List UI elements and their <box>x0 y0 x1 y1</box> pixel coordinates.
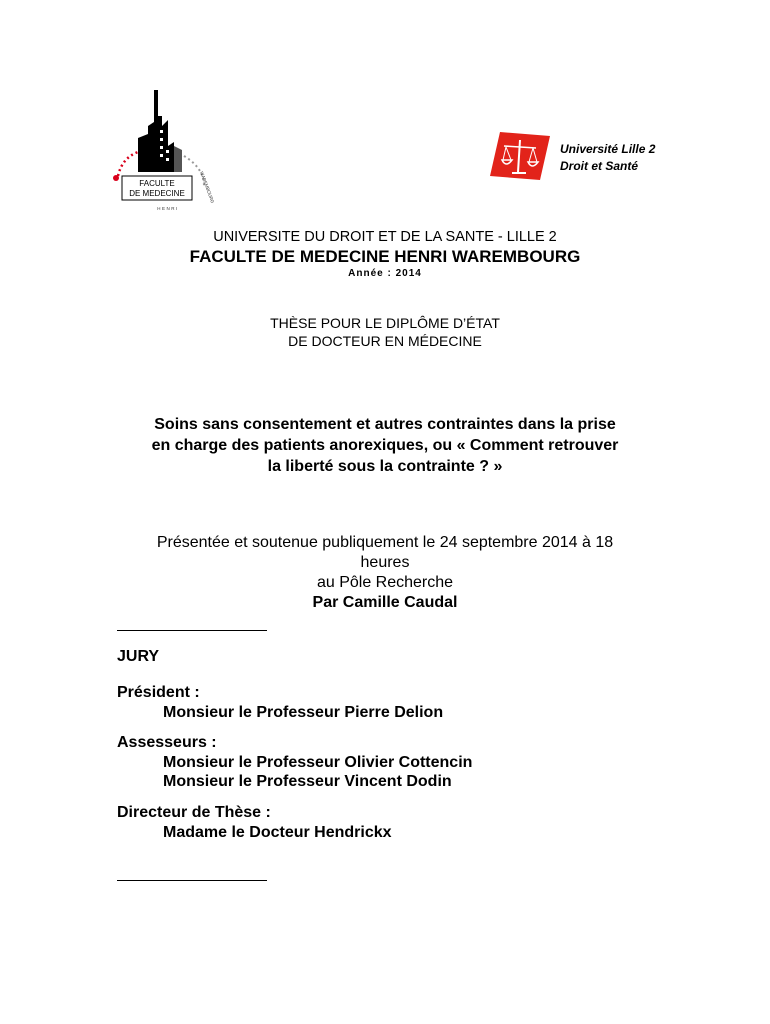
author-name: Par Camille Caudal <box>312 594 458 611</box>
faculte-logo-arc-bottom: HENRI <box>157 206 179 211</box>
faculte-logo-line2: DE MEDECINE <box>129 189 185 198</box>
assessors-label: Assesseurs : <box>117 734 217 751</box>
thesis-type-line2: DE DOCTEUR EN MÉDECINE <box>288 333 482 349</box>
jury-heading: JURY <box>117 648 160 665</box>
presentation-line1: Présentée et soutenue publiquement le 24 septembre 2014 à 18 <box>156 534 614 551</box>
president-name: Monsieur le Professeur Pierre Delion <box>163 704 444 721</box>
presentation-line3: au Pôle Recherche <box>316 574 454 591</box>
faculte-logo <box>108 86 220 216</box>
lille2-logo-line1: Université Lille 2 <box>560 142 656 156</box>
thesis-title-line1: Soins sans consentement et autres contraintes dans la prise <box>154 416 616 433</box>
lille2-logo <box>488 130 668 182</box>
academic-year: Année : 2014 <box>348 268 422 279</box>
director-name: Madame le Docteur Hendrickx <box>163 824 392 841</box>
lille2-logo-line2: Droit et Santé <box>560 159 639 173</box>
university-name: UNIVERSITE DU DROIT ET DE LA SANTE - LILLE 2 <box>213 229 557 245</box>
director-label: Directeur de Thèse : <box>117 804 271 821</box>
assessor-name: Monsieur le Professeur Olivier Cottencin <box>163 754 473 771</box>
thesis-title-line2: en charge des patients anorexiques, ou « Comment retrouver <box>151 437 619 454</box>
faculte-logo-arc-top: WAREMBOURG <box>199 170 216 204</box>
faculte-building-icon <box>108 86 220 216</box>
separator-bottom <box>117 880 267 881</box>
scales-of-justice-icon <box>488 130 552 182</box>
presentation-line2: heures <box>360 554 410 571</box>
thesis-type <box>0 314 770 350</box>
separator-top <box>117 630 267 631</box>
faculty-name: FACULTE DE MEDECINE HENRI WAREMBOURG <box>189 247 581 266</box>
presentation-block <box>0 533 770 613</box>
faculte-logo-line1: FACULTE <box>139 179 175 188</box>
thesis-type-line1: THÈSE POUR LE DIPLÔME D’ÉTAT <box>270 315 500 331</box>
thesis-title-line3: la liberté sous la contrainte ? » <box>267 458 503 475</box>
assessor-name: Monsieur le Professeur Vincent Dodin <box>163 773 452 790</box>
president-label: Président : <box>117 684 200 701</box>
thesis-title <box>0 414 770 477</box>
